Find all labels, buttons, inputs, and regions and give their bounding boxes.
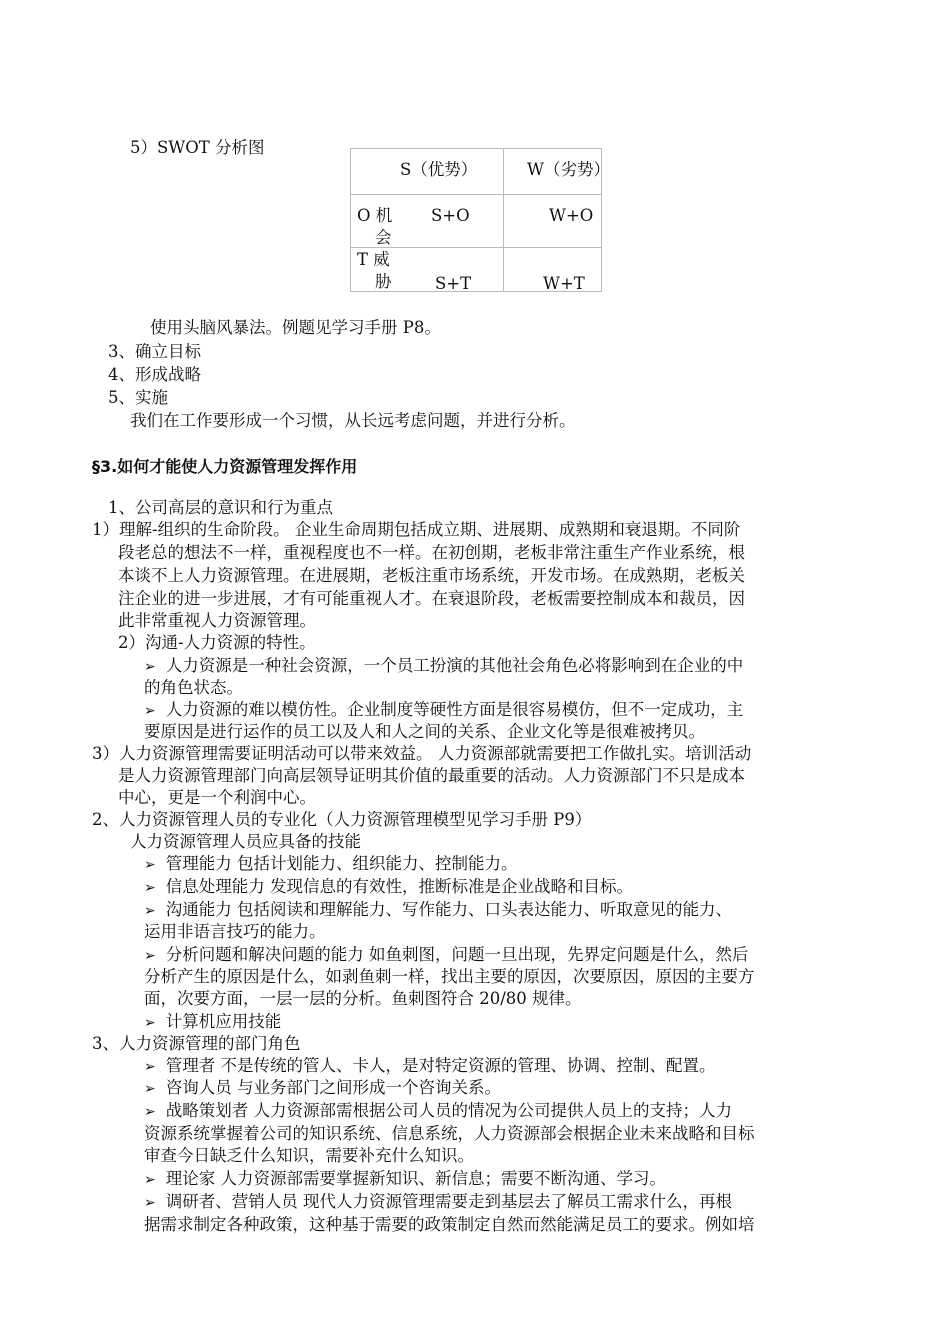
- text-line: 的角色状态。: [144, 678, 243, 697]
- text-line: 据需求制定各种政策，这种基于需要的政策制定自然而然能满足员工的要求。例如培: [144, 1215, 755, 1234]
- text-line: 人力资源管理人员应具备的技能: [130, 832, 361, 851]
- swot-o-row-label: O 机: [357, 206, 393, 225]
- bullet-item: ➢ 沟通能力 包括阅读和理解能力、写作能力、口头表达能力、听取意见的能力、: [144, 900, 732, 919]
- swot-label: 5）SWOT 分析图: [130, 138, 265, 157]
- text-line: 中心，更是一个利润中心。: [118, 788, 316, 807]
- text-line: 4、形成战略: [108, 365, 201, 384]
- text-line: 我们在工作要形成一个习惯，从长远考虑问题，并进行分析。: [130, 411, 576, 430]
- bullet-item: ➢ 管理能力 包括计划能力、组织能力、控制能力。: [144, 854, 518, 873]
- bullet-item: ➢ 人力资源的难以模仿性。企业制度等硬性方面是很容易模仿，但不一定成功，主: [144, 700, 744, 719]
- text-line: 使用头脑风暴法。例题见学习手册 P8。: [150, 318, 441, 337]
- text-line: 2、人力资源管理人员的专业化（人力资源管理模型见学习手册 P9）: [92, 810, 592, 829]
- text-line: 1、公司高层的意识和行为重点: [108, 498, 333, 517]
- text-line: 3、人力资源管理的部门角色: [92, 1034, 301, 1053]
- swot-s-header: S（优势）: [400, 160, 478, 179]
- bullet-item: ➢ 信息处理能力 发现信息的有效性，推断标准是企业战略和目标。: [144, 877, 633, 896]
- text-line: 本谈不上人力资源管理。在进展期，老板注重市场系统，开发市场。在成熟期，老板关: [118, 566, 745, 585]
- text-line: 资源系统掌握着公司的知识系统、信息系统，人力资源部会根据企业未来战略和目标: [144, 1124, 755, 1143]
- text-line: 3）人力资源管理需要证明活动可以带来效益。 人力资源部就需要把工作做扎实。培训活动: [92, 744, 752, 763]
- bullet-item: ➢ 调研者、营销人员 现代人力资源管理需要走到基层去了解员工需求什么，再根: [144, 1192, 732, 1211]
- text-line: 面，次要方面，一层一层的分析。鱼刺图符合 20/80 规律。: [144, 989, 582, 1008]
- text-line: 要原因是进行运作的员工以及人和人之间的关系、企业文化等是很难被拷贝。: [144, 722, 705, 741]
- swot-t-row-label: T 威: [357, 250, 390, 269]
- bullet-item: ➢ 计算机应用技能: [144, 1012, 282, 1031]
- arrow-bullet-icon: ➢: [144, 1195, 156, 1211]
- arrow-bullet-icon: ➢: [144, 903, 156, 919]
- text-line: 是人力资源管理部门向高层领导证明其价值的最重要的活动。人力资源部门不只是成本: [118, 766, 745, 785]
- bullet-item: ➢ 理论家 人力资源部需要掌握新知识、新信息；需要不断沟通、学习。: [144, 1169, 666, 1188]
- text-line: 运用非语言技巧的能力。: [144, 922, 326, 941]
- arrow-bullet-icon: ➢: [144, 703, 156, 719]
- swot-wt-cell: W+T: [543, 274, 585, 293]
- text-line: 此非常重视人力资源管理。: [118, 611, 316, 630]
- swot-table: [350, 148, 610, 293]
- arrow-bullet-icon: ➢: [144, 857, 156, 873]
- arrow-bullet-icon: ➢: [144, 880, 156, 896]
- arrow-bullet-icon: ➢: [144, 659, 156, 675]
- arrow-bullet-icon: ➢: [144, 1015, 156, 1031]
- swot-wo-cell: W+O: [549, 206, 594, 225]
- bullet-item: ➢ 人力资源是一种社会资源，一个员工扮演的其他社会角色必将影响到在企业的中: [144, 656, 744, 675]
- arrow-bullet-icon: ➢: [144, 1059, 156, 1075]
- arrow-bullet-icon: ➢: [144, 948, 156, 964]
- bullet-item: ➢ 咨询人员 与业务部门之间形成一个咨询关系。: [144, 1078, 501, 1097]
- bullet-item: ➢ 战略策划者 人力资源部需根据公司人员的情况为公司提供人员上的支持；人力: [144, 1101, 732, 1120]
- swot-w-header: W（劣势）: [527, 160, 610, 179]
- section-heading: §3.如何才能使人力资源管理发挥作用: [92, 457, 358, 476]
- text-line: 5、实施: [108, 388, 168, 407]
- swot-st-cell: S+T: [435, 274, 472, 293]
- text-line: 段老总的想法不一样，重视程度也不一样。在初创期，老板非常注重生产作业系统，根: [118, 543, 745, 562]
- text-line: 分析产生的原因是什么，如剥鱼刺一样，找出主要的原因，次要原因，原因的主要方: [144, 967, 755, 986]
- bullet-item: ➢ 管理者 不是传统的管人、卡人，是对特定资源的管理、协调、控制、配置。: [144, 1056, 716, 1075]
- arrow-bullet-icon: ➢: [144, 1104, 156, 1120]
- text-line: 1）理解-组织的生命阶段。 企业生命周期包括成立期、进展期、成熟期和衰退期。不同阶: [92, 520, 741, 539]
- arrow-bullet-icon: ➢: [144, 1172, 156, 1188]
- text-line: 3、确立目标: [108, 342, 201, 361]
- text-line: 审查今日缺乏什么知识，需要补充什么知识。: [144, 1146, 474, 1165]
- swot-o-row-label-2: 会: [375, 228, 392, 247]
- text-line: 2）沟通-人力资源的特性。: [118, 633, 316, 652]
- swot-t-row-label-2: 胁: [375, 272, 392, 291]
- text-line: 注企业的进一步进展，才有可能重视人才。在衰退阶段，老板需要控制成本和裁员，因: [118, 589, 745, 608]
- arrow-bullet-icon: ➢: [144, 1081, 156, 1097]
- bullet-item: ➢ 分析问题和解决问题的能力 如鱼刺图，问题一旦出现，先界定问题是什么，然后: [144, 945, 749, 964]
- swot-so-cell: S+O: [431, 206, 470, 225]
